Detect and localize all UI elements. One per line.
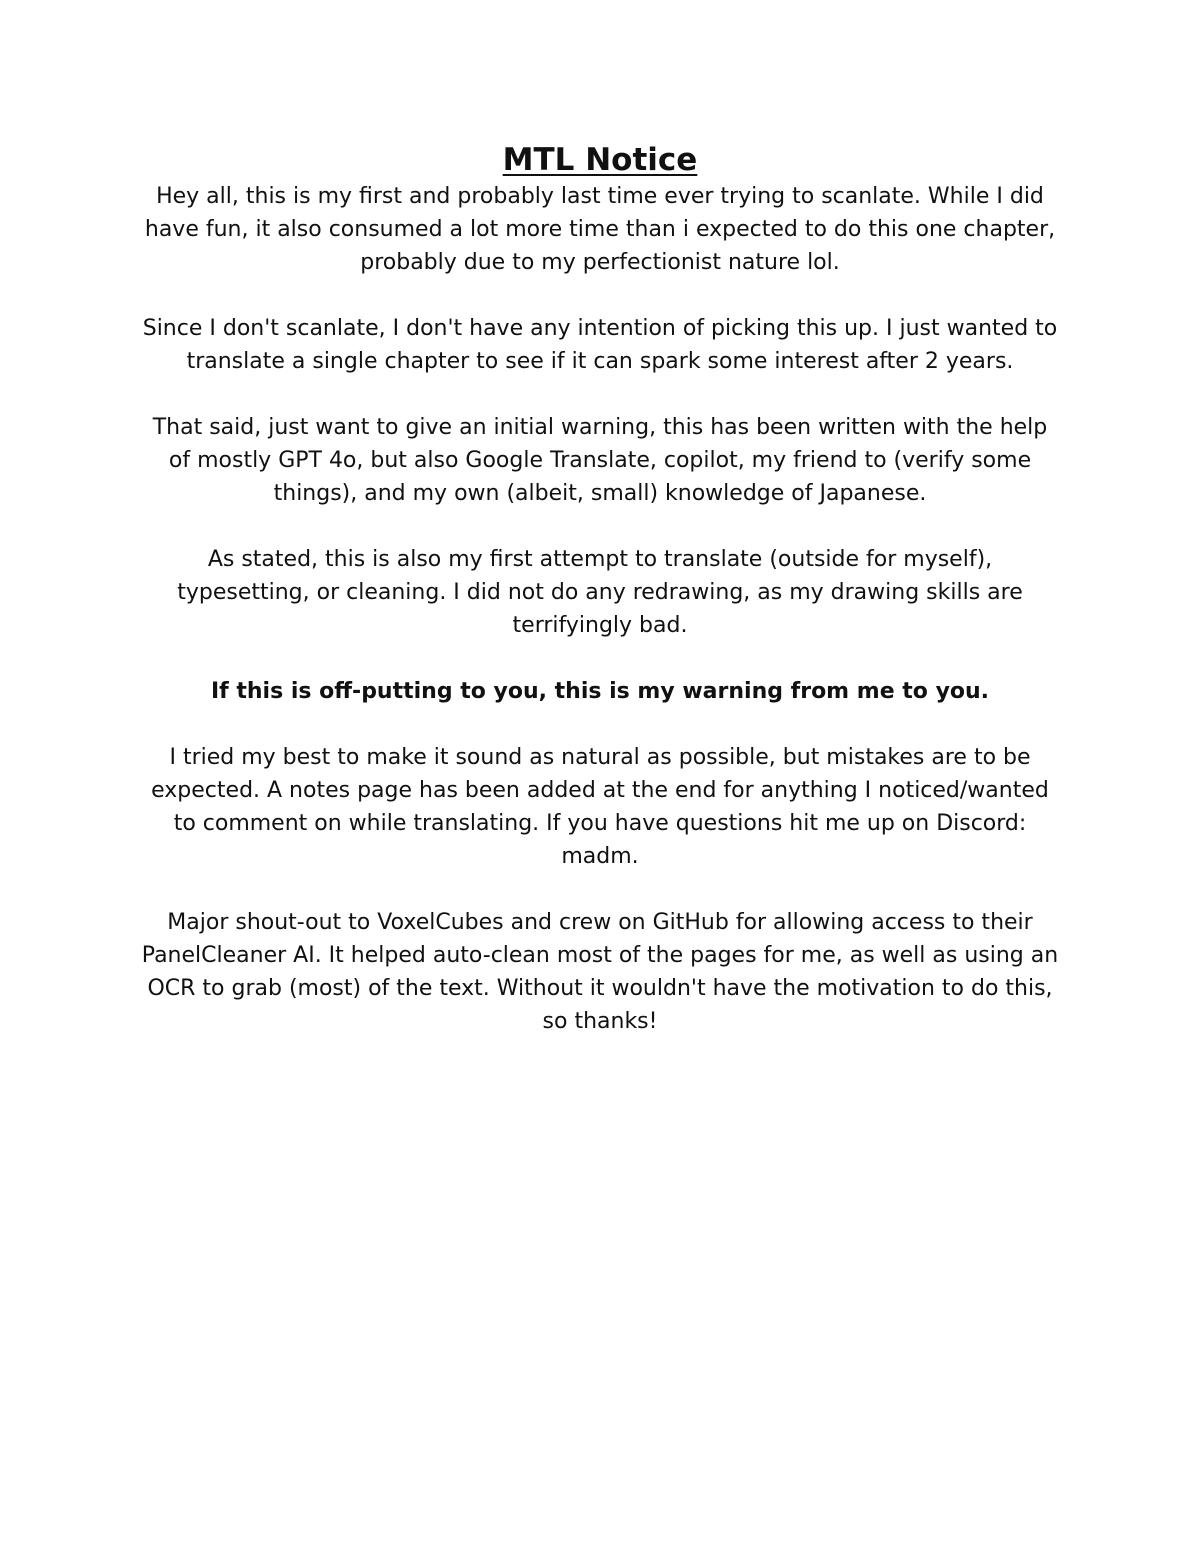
intro-paragraph: Hey all, this is my first and probably last time ever trying to scanlate. While I did have fun, it also consumed a lot more time than i expected to do this one chapter, probably due to my perfectionist nature lol. [144, 184, 1056, 275]
credits-paragraph: Major shout-out to VoxelCubes and crew on GitHub for allowing access to their PanelCleaner AI. It helped auto-clean most of the pages for me, as well as using an OCR to grab (most) of the text. Without it wouldn't have the motivation to do this, so thanks! [141, 910, 1059, 1034]
bold-warning-paragraph: If this is off-putting to you, this is my warning from me to you. [210, 679, 990, 704]
contact-paragraph: I tried my best to make it sound as natural as possible, but mistakes are to be expected. A notes page has been added at the end for anything I noticed/wanted to comment on while translating. If you have questions hit me up on Discord: madm. [151, 745, 1049, 869]
intention-paragraph: Since I don't scanlate, I don't have any intention of picking this up. I just wanted to translate a single chapter to see if it can spark some interest after 2 years. [142, 316, 1058, 374]
experience-paragraph: As stated, this is also my first attempt to translate (outside for myself), typesetting, or cleaning. I did not do any redrawing, as my drawing skills are terrifyingly bad. [177, 547, 1023, 638]
notice-page [140, 140, 1060, 1038]
warning-paragraph: That said, just want to give an initial warning, this has been written with the help of mostly GPT 4o, but also Google Translate, copilot, my friend to (verify some things), and my own (albeit, small) knowledge of Japanese. [152, 415, 1048, 506]
notice-title: MTL Notice [502, 142, 698, 178]
